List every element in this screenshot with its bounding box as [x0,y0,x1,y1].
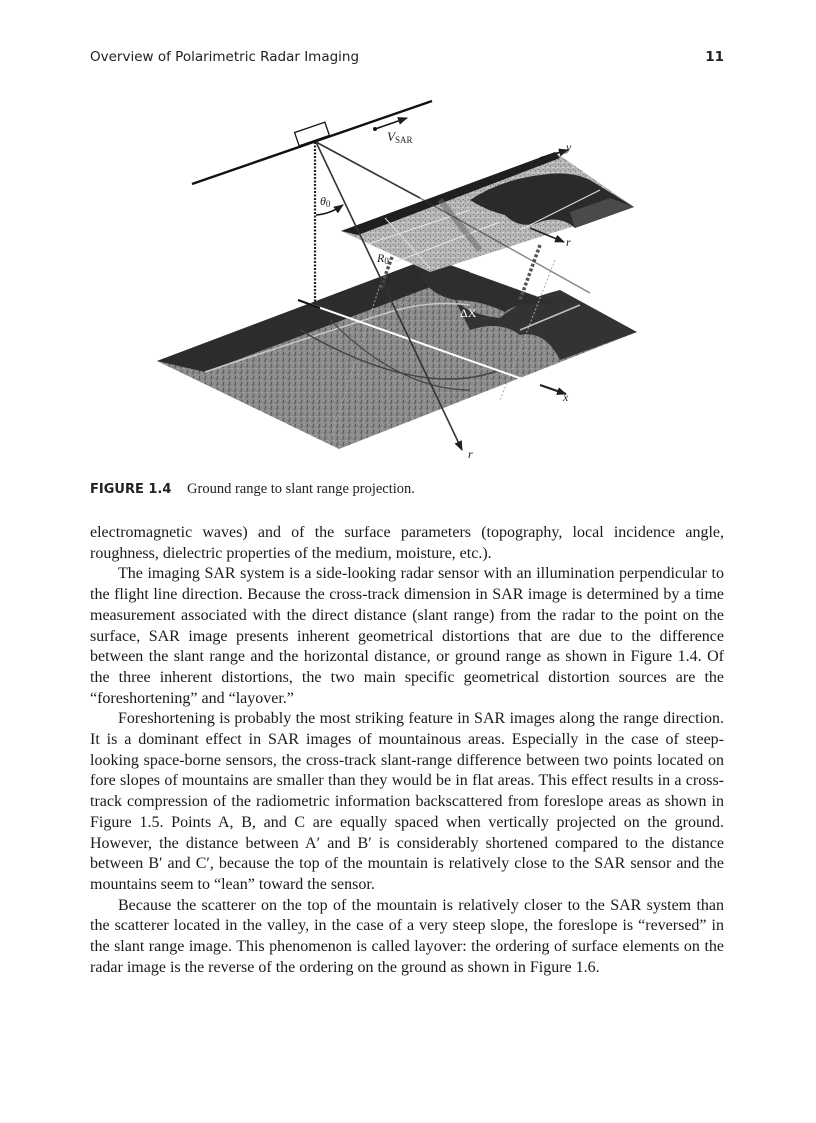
paragraph-continuation: electromagnetic waves) and of the surface parameters (topography, local incidence angle, roughness, dielectric properties of the medium, moisture, etc.). [90,524,724,562]
slant-range-label: R0 [377,251,389,266]
body-text [90,523,724,978]
figure-ground-to-slant-range [0,0,816,470]
ground-range-image-plane [157,258,637,449]
sar-geometry-diagram [0,0,816,470]
beam-far-line [316,142,420,198]
paragraph-imaging-sar: The imaging SAR system is a side-looking radar sensor with an illumination perpendicular to the flight line direction. Because the cross-track dimension in SAR image is determined by a time measurement associated with the direct distance (slant range) from the radar to the point on the surface, SAR image presents inherent geometrical distortions that are due to the difference between the slant range and the horizontal distance, or ground range as shown in Figure 1.4. Of the three inherent distortions, the two main specific geometrical distortion sources are the “foreshortening” and “layover.” [90,565,724,707]
figure-label: FIGURE 1.4 [90,482,172,497]
axis-label-y: y [566,140,572,154]
paragraph-foreshortening: Foreshortening is probably the most striking feature in SAR images along the range direction. It is a dominant effect in SAR images of mountainous areas. Especially in the case of steep-looking space-borne sensors, the cross-track slant-range difference between two points located on fore slopes of mountains are smaller than they would be in flat areas. This effect results in a cross-track compression of the radiometric information backscattered from foreslope areas as shown in Figure 1.5. Points A, B, and C are equally spaced when vertically projected on the ground. However, the distance between A′ and B′ is considerably shortened compared to the distance between B′ and C′, because the top of the mountain is relatively close to the SAR sensor and the mountains seem to “lean” toward the sensor. [90,710,724,893]
slant-range-image-plane [341,152,634,272]
figure-caption [90,481,730,498]
paragraph-layover: Because the scatterer on the top of the mountain is relatively closer to the SAR system than the scatterer located in the valley, in the case of a very steep slope, the foreslope is “reversed” in the slant range image. This phenomenon is called layover: the ordering of surface elements on the radar image is the reverse of the ordering on the ground as shown in Figure 1.6. [90,896,724,976]
figure-caption-text: Ground range to slant range projection. [187,481,415,497]
velocity-label: VSAR [387,129,413,145]
axis-label-x: x [563,390,569,404]
delta-x-label: ΔX [460,306,477,320]
axis-label-r-upper: r [566,235,571,249]
running-head-title: Overview of Polarimetric Radar Imaging [90,49,360,65]
incidence-angle-label: θ0 [320,194,331,209]
page-number: 11 [705,49,724,65]
axis-label-r-lower: r [468,447,473,461]
